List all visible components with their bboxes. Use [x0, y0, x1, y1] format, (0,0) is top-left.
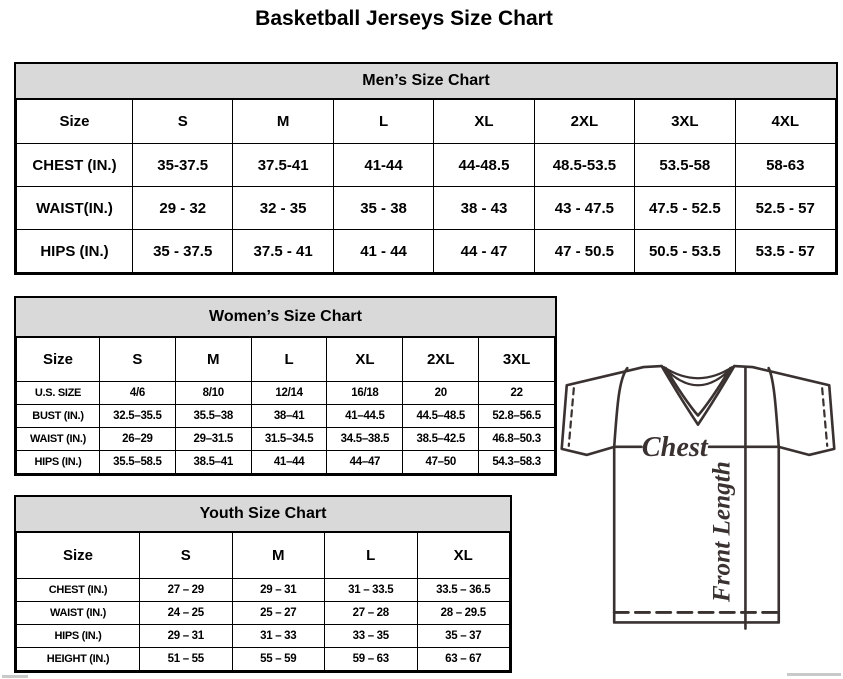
womens-size-table [16, 337, 555, 474]
value-cell: 44-48.5 [434, 144, 534, 187]
mens-size-table [16, 99, 836, 273]
row-label-cell: BUST (IN.) [17, 405, 100, 428]
table-row [17, 428, 555, 451]
value-cell: 32 - 35 [233, 187, 333, 230]
value-cell: 38 - 43 [434, 187, 534, 230]
value-cell: 52.8–56.5 [479, 405, 555, 428]
table-row [17, 602, 510, 625]
row-label-cell: HIPS (IN.) [17, 230, 133, 273]
table-row [17, 187, 836, 230]
value-cell: 44 - 47 [434, 230, 534, 273]
value-cell: 29 – 31 [232, 579, 325, 602]
value-cell: 38.5–42.5 [403, 428, 479, 451]
table-row [17, 625, 510, 648]
mens-chart-title: Men’s Size Chart [16, 64, 836, 99]
table-row [17, 451, 555, 474]
size-header-row [17, 100, 836, 144]
value-cell: 8/10 [175, 382, 251, 405]
value-cell: 37.5-41 [233, 144, 333, 187]
row-label-cell: WAIST (IN.) [17, 428, 100, 451]
value-cell: 31.5–34.5 [251, 428, 327, 451]
value-cell: 43 - 47.5 [534, 187, 634, 230]
value-cell: 29–31.5 [175, 428, 251, 451]
value-cell: 47–50 [403, 451, 479, 474]
youth-size-table [16, 532, 510, 671]
row-label-cell: WAIST (IN.) [17, 602, 140, 625]
value-cell: 29 – 31 [140, 625, 233, 648]
size-column-cell: L [251, 338, 327, 382]
size-column-cell: L [333, 100, 433, 144]
mens-size-chart [14, 62, 838, 275]
row-label-cell: WAIST(IN.) [17, 187, 133, 230]
value-cell: 58-63 [735, 144, 835, 187]
size-column-cell: 4XL [735, 100, 835, 144]
page-title: Basketball Jerseys Size Chart [255, 7, 553, 30]
size-column-cell: S [100, 338, 176, 382]
value-cell: 47 - 50.5 [534, 230, 634, 273]
value-cell: 12/14 [251, 382, 327, 405]
table-row [17, 230, 836, 273]
size-column-cell: XL [327, 338, 403, 382]
value-cell: 27 – 29 [140, 579, 233, 602]
value-cell: 20 [403, 382, 479, 405]
value-cell: 54.3–58.3 [479, 451, 555, 474]
horizontal-scrollbar-fragment-left[interactable] [2, 675, 28, 678]
value-cell: 31 – 33.5 [325, 579, 418, 602]
size-column-cell: S [133, 100, 233, 144]
value-cell: 48.5-53.5 [534, 144, 634, 187]
jersey-outline-icon [556, 358, 842, 676]
value-cell: 44.5–48.5 [403, 405, 479, 428]
value-cell: 63 – 67 [417, 648, 510, 671]
size-header-cell: Size [17, 533, 140, 579]
table-row [17, 405, 555, 428]
size-column-cell: 2XL [534, 100, 634, 144]
size-column-cell: M [232, 533, 325, 579]
size-column-cell: XL [417, 533, 510, 579]
row-label-cell: HEIGHT (IN.) [17, 648, 140, 671]
value-cell: 55 – 59 [232, 648, 325, 671]
value-cell: 35 – 37 [417, 625, 510, 648]
value-cell: 46.8–50.3 [479, 428, 555, 451]
value-cell: 35 - 37.5 [133, 230, 233, 273]
value-cell: 35-37.5 [133, 144, 233, 187]
row-label-cell: U.S. SIZE [17, 382, 100, 405]
value-cell: 53.5-58 [635, 144, 735, 187]
value-cell: 35.5–38 [175, 405, 251, 428]
table-row [17, 144, 836, 187]
size-column-cell: XL [434, 100, 534, 144]
value-cell: 4/6 [100, 382, 176, 405]
value-cell: 44–47 [327, 451, 403, 474]
value-cell: 35 - 38 [333, 187, 433, 230]
size-header-cell: Size [17, 100, 133, 144]
size-column-cell: S [140, 533, 233, 579]
size-header-row [17, 533, 510, 579]
value-cell: 37.5 - 41 [233, 230, 333, 273]
row-label-cell: CHEST (IN.) [17, 579, 140, 602]
value-cell: 28 – 29.5 [417, 602, 510, 625]
row-label-cell: HIPS (IN.) [17, 451, 100, 474]
row-label-cell: CHEST (IN.) [17, 144, 133, 187]
value-cell: 27 – 28 [325, 602, 418, 625]
table-row [17, 579, 510, 602]
size-column-cell: 3XL [479, 338, 555, 382]
value-cell: 31 – 33 [232, 625, 325, 648]
youth-chart-title: Youth Size Chart [16, 497, 510, 532]
youth-size-chart [14, 495, 512, 673]
size-column-cell: 2XL [403, 338, 479, 382]
value-cell: 59 – 63 [325, 648, 418, 671]
value-cell: 52.5 - 57 [735, 187, 835, 230]
chest-measure-label: Chest [641, 431, 708, 463]
size-header-row [17, 338, 555, 382]
value-cell: 50.5 - 53.5 [635, 230, 735, 273]
size-column-cell: 3XL [635, 100, 735, 144]
horizontal-scrollbar-fragment-right[interactable] [787, 673, 841, 676]
size-column-cell: M [233, 100, 333, 144]
value-cell: 16/18 [327, 382, 403, 405]
value-cell: 33.5 – 36.5 [417, 579, 510, 602]
value-cell: 22 [479, 382, 555, 405]
value-cell: 41–44 [251, 451, 327, 474]
value-cell: 32.5–35.5 [100, 405, 176, 428]
value-cell: 51 – 55 [140, 648, 233, 671]
value-cell: 24 – 25 [140, 602, 233, 625]
table-row [17, 648, 510, 671]
value-cell: 41-44 [333, 144, 433, 187]
value-cell: 53.5 - 57 [735, 230, 835, 273]
row-label-cell: HIPS (IN.) [17, 625, 140, 648]
value-cell: 38.5–41 [175, 451, 251, 474]
front-length-measure-label: Front Length [708, 461, 736, 603]
value-cell: 25 – 27 [232, 602, 325, 625]
value-cell: 41–44.5 [327, 405, 403, 428]
value-cell: 26–29 [100, 428, 176, 451]
value-cell: 35.5–58.5 [100, 451, 176, 474]
womens-size-chart [14, 296, 557, 476]
size-column-cell: M [175, 338, 251, 382]
value-cell: 38–41 [251, 405, 327, 428]
value-cell: 41 - 44 [333, 230, 433, 273]
value-cell: 33 – 35 [325, 625, 418, 648]
womens-chart-title: Women’s Size Chart [16, 298, 555, 337]
value-cell: 34.5–38.5 [327, 428, 403, 451]
table-row [17, 382, 555, 405]
size-header-cell: Size [17, 338, 100, 382]
size-column-cell: L [325, 533, 418, 579]
value-cell: 29 - 32 [133, 187, 233, 230]
jersey-measurement-diagram [556, 358, 842, 676]
value-cell: 47.5 - 52.5 [635, 187, 735, 230]
